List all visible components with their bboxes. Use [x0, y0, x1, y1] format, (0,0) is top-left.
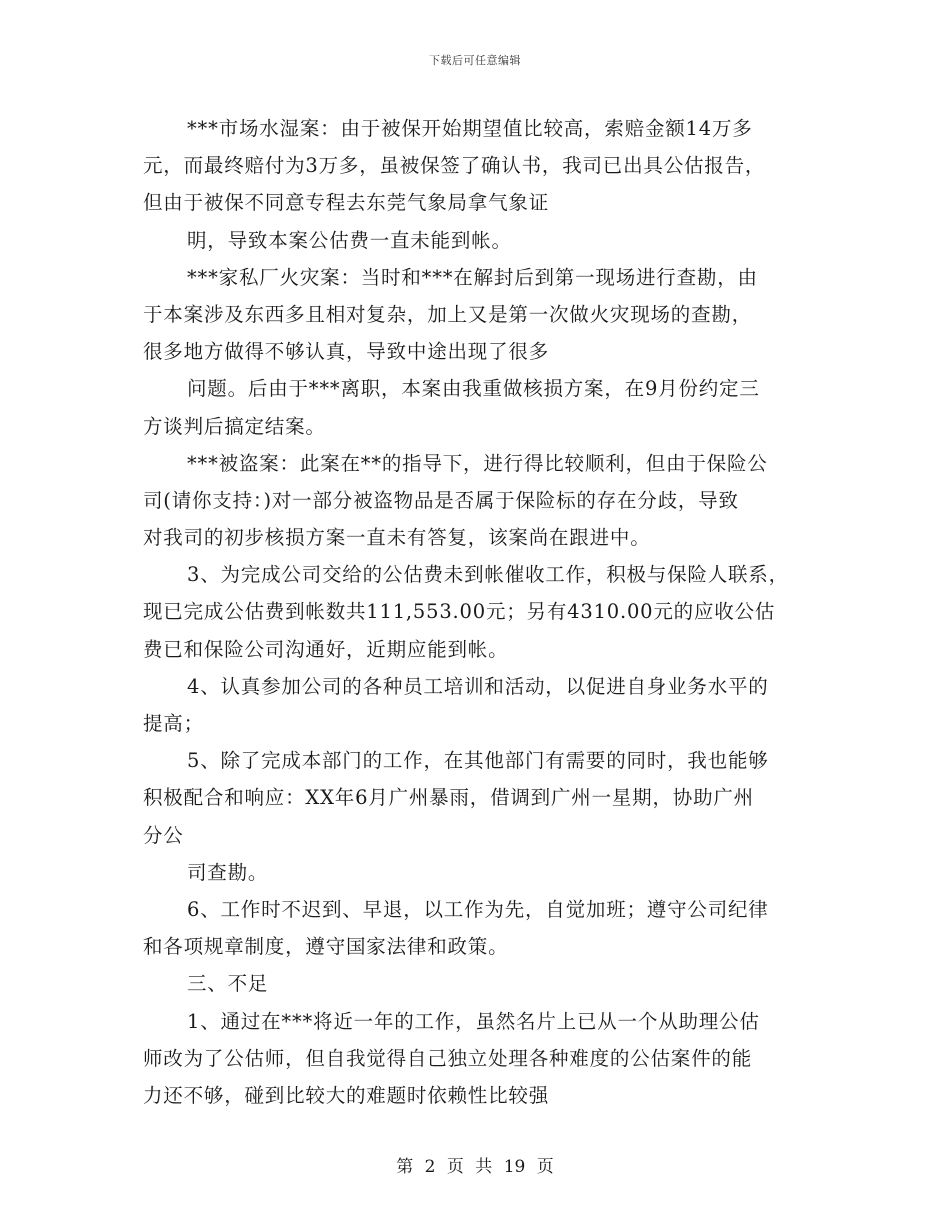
paragraph-line: 分公 — [143, 823, 184, 847]
paragraph-line: 现已完成公估费到帐数共111,553.00元；另有4310.00元的应收公估 — [143, 600, 776, 624]
page-number-footer: 第 2 页 共 19 页 — [396, 1157, 554, 1177]
paragraph-line: 于本案涉及东西多且相对复杂，加上又是第一次做火灾现场的查勘， — [143, 302, 753, 326]
paragraph-line: 司查勘。 — [187, 860, 269, 884]
paragraph-line: 明，导致本案公估费一直未能到帐。 — [187, 228, 512, 252]
paragraph-line: 元，而最终赔付为3万多，虽被保签了确认书，我司已出具公估报告， — [143, 154, 766, 178]
paragraph-line: 费已和保险公司沟通好，近期应能到帐。 — [143, 637, 509, 661]
paragraph-line: 司(请你支持：)对一部分被盗物品是否属于保险标的存在分歧，导致 — [143, 488, 739, 512]
paragraph-line: 问题。后由于***离职，本案由我重做核损方案，在9月份约定三 — [187, 377, 760, 401]
paragraph-line: 很多地方做得不够认真，导致中途出现了很多 — [143, 340, 550, 364]
paragraph-line: 和各项规章制度，遵守国家法律和政策。 — [143, 935, 509, 959]
paragraph-line: 对我司的初步核损方案一直未有答复，该案尚在跟进中。 — [143, 526, 651, 550]
paragraph-line: ***市场水湿案：由于被保开始期望值比较高，索赔金额14万多 — [187, 117, 753, 140]
paragraph-line: ***家私厂火灾案：当时和***在解封后到第一现场进行查勘，由 — [187, 265, 758, 289]
document-body — [143, 110, 823, 1114]
paragraph-line: 6、工作时不迟到、早退，以工作为先，自觉加班；遵守公司纪律 — [187, 897, 769, 921]
paragraph-line: 5、除了完成本部门的工作，在其他部门有需要的同时，我也能够 — [187, 749, 769, 773]
paragraph-line: 方谈判后搞定结案。 — [143, 414, 326, 438]
paragraph-line: 1、通过在***将近一年的工作，虽然名片上已从一个从助理公估 — [187, 1009, 760, 1033]
paragraph-line: 力还不够，碰到比较大的难题时依赖性比较强 — [143, 1083, 550, 1107]
paragraph-line: 4、认真参加公司的各种员工培训和活动，以促进自身业务水平的 — [187, 674, 769, 698]
paragraph-line: 提高； — [143, 712, 204, 735]
page-header: 下载后可任意编辑 — [429, 54, 521, 67]
paragraph-line: 3、为完成公司交给的公估费未到帐催收工作，积极与保险人联系， — [187, 563, 789, 587]
paragraph-line: 师改为了公估师，但自我觉得自己独立处理各种难度的公估案件的能 — [143, 1046, 753, 1070]
section-heading: 三、不足 — [187, 972, 269, 996]
paragraph-line: ***被盗案：此案在**的指导下，进行得比较顺利，但由于保险公 — [187, 451, 768, 475]
paragraph-line: 积极配合和响应：XX年6月广州暴雨，借调到广州一星期，协助广州 — [143, 786, 754, 810]
paragraph-line: 但由于被保不同意专程去东莞气象局拿气象证 — [143, 191, 550, 215]
